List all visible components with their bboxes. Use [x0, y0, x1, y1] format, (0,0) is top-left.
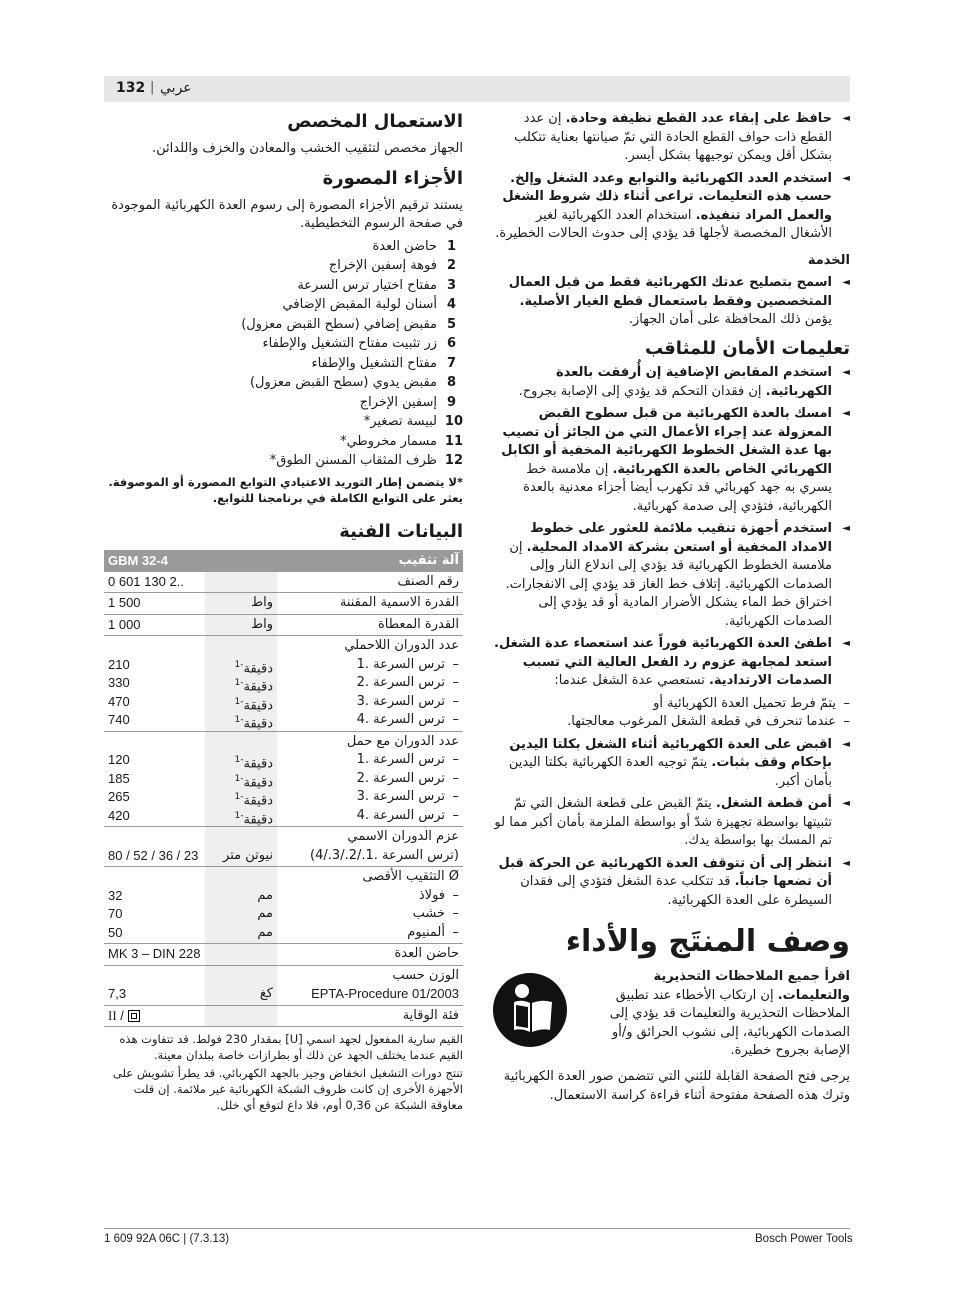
safety-heading: تعليمات الأمان للمثاقب: [644, 337, 850, 359]
footnote-voltage: القيم سارية المفعول لجهد اسمي [U] بمقدار 230 فولط. قد تتفاوت هذه القيم عندما يختلف الجهد عن ذلك أو بطرازات خاصة ببلدان معينة.: [119, 1032, 463, 1062]
table-row: الوزن حسب EPTA-Procedure 01/2003 كغ 7,3: [104, 965, 463, 1005]
table-row: Ø التثقيب الأقصى – فولاذ – خشب – ألمنيوم مم مم مم 32 70 50: [104, 867, 463, 944]
intended-use-text: الجهاز مخصص لتثقيب الخشب والمعادن والخزف واللدائن.: [151, 141, 463, 156]
list-item: 5 مقبض إضافي (سطح القبض معزول): [241, 316, 457, 332]
intended-use-heading: الاستعمال المخصص: [287, 111, 463, 132]
parts-list: [104, 238, 463, 472]
bullet-service: ◄ اسمح بتصليح عدتك الكهربائية فقط من قبل العمال المتخصصين وفقط باستعمال قطع الغيار الأصلية. يؤمن ذلك المحافظة على أمان الجهاز.: [492, 274, 850, 330]
list-item: 9 إسفين الإخراج: [359, 394, 457, 410]
table-header-row: آلة تثقيب GBM 32-4: [104, 550, 463, 572]
bullet-insulated-grip: ◄ امسك بالعدة الكهربائية من قبل سطوح القبض المعزولة عند إجراء الأعمال التي من الجائز أن تصيب بها عدة الشغل الخطوط الكهربائية المخفية أو الكابل الكهربائي الخاص بالعدة الكهربائية. إن ملامسة خط يسري به جهد كهربائي قد تكهرب أيضا أجزاء معدنية بالعدة الكهربائية، فتؤدي إلى صدمة كهربائية.: [492, 405, 850, 516]
right-column: [492, 110, 850, 1105]
left-column: [104, 110, 463, 1113]
header-language: عربي: [160, 80, 192, 96]
list-item: 10 لبيسة تصغير*: [363, 414, 463, 429]
parts-heading: الأجزاء المصورة: [322, 167, 463, 189]
list-item: 8 مقبض يدوي (سطح القبض معزول): [249, 375, 457, 390]
footnote-inrush: تنتج دورات التشغيل انخفاض وجيز بالجهد الكهربائي. قد يطرأ تشويش على الأجهزة الأخرى إن كانت ظروف الشبكة الكهربائية غير ملائمة. إن قلت معاوقة الشبكة عن 0,36 أوم، فلا داع لتوقع أي خلل.: [112, 1066, 463, 1112]
page-number: 132: [116, 80, 146, 96]
table-row: فئة الوقاية II /: [104, 1005, 463, 1027]
list-item: 2 فوهة إسفين الإخراج: [328, 258, 457, 273]
parts-intro: يستند ترقيم الأجزاء المصورة إلى رسوم العدة الكهربائية الموجودة في صفحة الرسوم التخطيطية.: [111, 197, 463, 231]
table-row: رقم الصنف 0 601 130 2..: [104, 572, 463, 593]
read-warning-block: [492, 968, 850, 1068]
bullet-aux-handles: ◄ استخدم المقابض الإضافية إن أُرفقت بالعدة الكهربائية. إن فقدان التحكم قد يؤدي إلى الإصابة بجروح.: [492, 364, 850, 401]
list-item: 4 أسنان لولبة المقبض الإضافي: [282, 297, 457, 312]
read-warning-text: اقرأ جميع الملاحظات التحذيرية والتعليمات. إن ارتكاب الأخطاء عند تطبيق الملاحظات التحذيرية والتعليمات قد يؤدي إلى الصدمات الكهربائية، إلى نشوب الحرائق و/أو الإصابة بجروح خطيرة.: [609, 969, 850, 1058]
header-separator: |: [150, 80, 155, 95]
footer-doc-id: 1 609 92A 06C | (7.3.13): [104, 1233, 230, 1245]
footer-rule: [104, 1228, 850, 1229]
table-row: عزم الدوران الاسمي (ترس السرعة .1./2./3./4) نيوتن متر 80 / 52 / 36 / 23: [104, 827, 463, 867]
bullet-keep-tools-sharp: ◄ حافظ على إبقاء عدد القطع نظيفة وحادة. إن عدد القطع ذات حواف القطع الحادة التي تمّ صيانتها بعناية تتكلب بشكل أقل ويمكن توجيهها بشكل أيسر.: [492, 110, 850, 166]
list-item: 12 ظرف المثقاب المسنن الطوق*: [269, 453, 463, 468]
list-item: 6 زر تثبيت مفتاح التشغيل والإطفاء: [262, 336, 457, 351]
table-row: القدرة المعطاة واط 1 000: [104, 614, 463, 636]
bullet-two-hands: ◄ اقبض على العدة الكهربائية أثناء الشغل بكلتا اليدين بإحكام وقف بثبات. يتمّ توجيه العدة الكهربائية بكلتا اليدين بأمان أكبر.: [492, 736, 850, 792]
tech-data-heading: البيانات الفنية: [339, 520, 463, 542]
dash-overload: – يتمّ فرط تحميل العدة الكهربائية أو: [492, 695, 850, 714]
list-item: 7 مفتاح التشغيل والإطفاء: [311, 355, 457, 371]
fold-out-text: يرجى فتح الصفحة القابلة للثني التي تتضمن صور العدة الكهربائية وترك هذه الصفحة مفتوحة أثناء قراءة كراسة الاستعمال.: [503, 1069, 850, 1103]
bullet-switch-off: ◄ اطفئ العدة الكهربائية فوراً عند استعصاء عدة الشغل. استعد لمجابهة عزوم رد الفعل العالية التي تسبب الصدمات الارتدادية. تستعصي عدة الشغل عندما:: [492, 635, 850, 691]
description-heading: وصف المنتَج والأداء: [565, 924, 850, 959]
protection-class-icon: [128, 1010, 140, 1022]
bullet-detect-lines: ◄ استخدم أجهزة تنقيب ملائمة للعثور على خطوط الامداد المخفية أو استعن بشركة الامداد المحلية. إن ملامسة الخطوط الكهربائية قد يؤدي إلى اندلاع النار وإلى الصدمات الكهربائية. إتلاف خط الغاز قد يؤدي إلى الانفجارات. اختراق خط الماء يشكل الأضرار المادية أو قد يؤدي إلى الصدمات الكهربائية.: [492, 520, 850, 631]
footer-brand: Bosch Power Tools: [755, 1233, 853, 1245]
bullet-secure-workpiece: ◄ أمن قطعة الشغل. يتمّ القبض على قطعة الشغل التي تمّ تثبيتها بواسطة تجهيزة شدّ أو بواسطة الملزمة بأمان أكبر مما لو تم المسك بها بواسطة يدك.: [492, 795, 850, 851]
list-item: 11 مسمار مخروطي*: [340, 433, 463, 449]
table-row: عدد الدوران مع حمل – ترس السرعة .1 – ترس السرعة .2 – ترس السرعة .3 – ترس السرعة .4 دقيقة$^{-1}$ دقيقة$^{-1}$ دقيقة$^{-1}$ دقيقة$^{-1}$ 120 185 265 420: [104, 731, 463, 827]
service-heading: الخدمة: [807, 252, 850, 268]
table-row: حاضن العدة MK 3 – DIN 228: [104, 944, 463, 966]
bullet-wait-stop: ◄ انتظر إلى أن تتوقف العدة الكهربائية عن الحركة قبل أن تضعها جانباً. قد تتكلب عدة الشغل فتؤدي إلى فقدان السيطرة على العدة الكهربائية.: [492, 855, 850, 911]
parts-note: *لا يتضمن إطار التوريد الاعتيادي التوابع المصورة أو الموصوفة. يعثر على التوابع الكاملة في برنامجنا للتوابع.: [108, 474, 463, 505]
header-bar: [104, 76, 850, 102]
read-manual-icon: [492, 972, 568, 1048]
tech-data-table: [104, 550, 463, 1028]
bullet-use-per-instructions: ◄ استخدم العدد الكهربائية والتوابع وعدد الشغل وإلخ. حسب هذه التعليمات. تراعى أثناء ذلك شروط الشغل والعمل المراد تنفيذه. استخدام العدد الكهربائية لغير الأشغال المخصصة لأجلها قد يؤدي إلى حدوث الحالات الخطيرة.: [492, 170, 850, 244]
table-row: القدرة الاسمية المقننة واط 1 500: [104, 593, 463, 615]
table-row: عدد الدوران اللاحملي – ترس السرعة .1 – ترس السرعة .2 – ترس السرعة .3 – ترس السرعة .4 دقيقة$^{-1}$ دقيقة$^{-1}$ دقيقة$^{-1}$ دقيقة$^{-1}$ 210 330 470 740: [104, 636, 463, 732]
dash-tilted: – عندما تنحرف في قطعة الشغل المرغوب معالجتها.: [492, 713, 850, 732]
list-item: 1 حاضن العدة: [372, 238, 457, 254]
list-item: 3 مفتاح اختيار ترس السرعة: [297, 277, 457, 293]
